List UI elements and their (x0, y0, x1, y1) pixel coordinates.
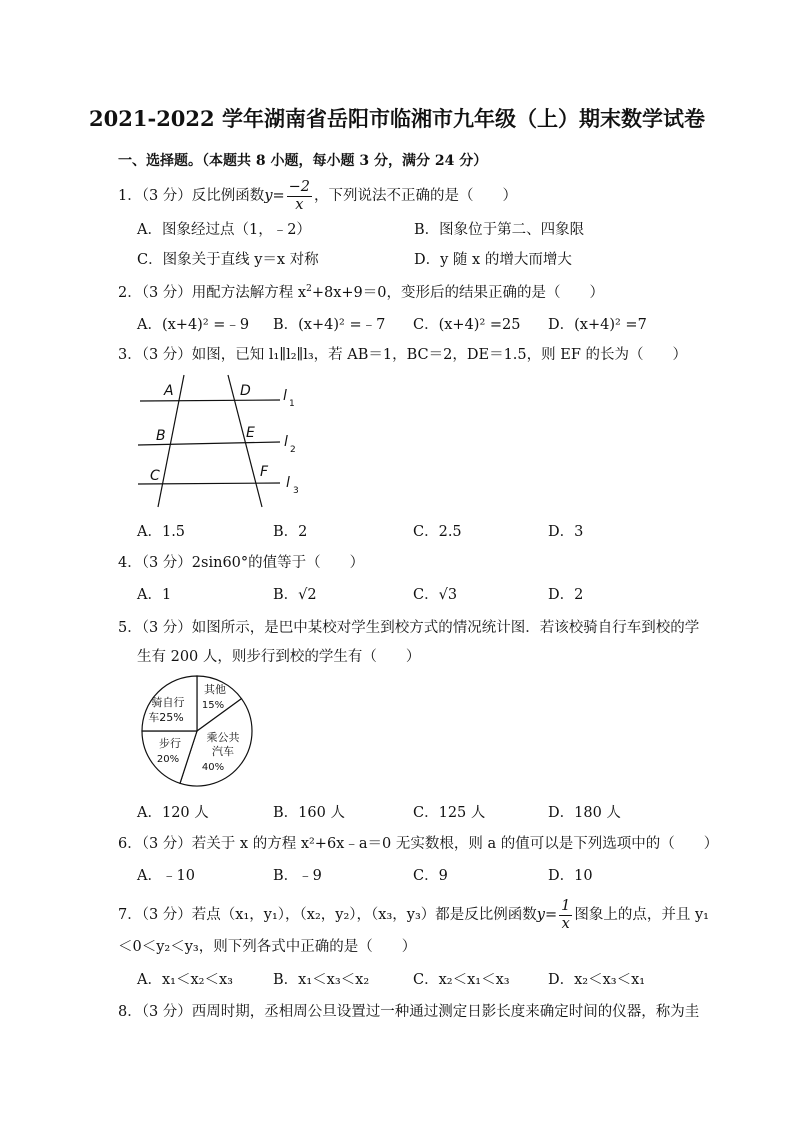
label-l2: l (284, 434, 288, 450)
question-7-stem (118, 899, 709, 931)
label-D: D (240, 383, 251, 399)
pie-label-cycle-1: 骑自行 (151, 696, 185, 709)
pie-label-bus-3: 40% (201, 762, 225, 773)
pie-label-bus-1: 乘公共 (206, 731, 240, 744)
q1-frac-num: −2 (288, 179, 311, 195)
q7-y: y= (536, 907, 558, 923)
q5-option-b: B．160 人 (273, 805, 345, 821)
q2-option-b: B．(x+4)² =﹣7 (273, 317, 386, 333)
label-l1: l (283, 388, 287, 404)
question-7-stem-line2: ＜0＜y₂＜y₃，则下列各式中正确的是（ ） (118, 939, 417, 955)
q7-frac-den: x (561, 915, 570, 932)
label-F: F (260, 464, 269, 480)
label-l3: l (286, 475, 290, 491)
q7-option-b: B．x₁＜x₃＜x₂ (273, 972, 370, 988)
label-B: B (156, 428, 166, 444)
q6-option-b: B．﹣9 (273, 868, 322, 884)
question-2-stem (118, 281, 604, 302)
label-A: A (164, 383, 174, 399)
q1-option-b: B．图象位于第二、四象限 (414, 222, 585, 238)
q6-option-a: A．﹣10 (137, 868, 195, 884)
q1-option-a: A．图象经过点（1，﹣2） (137, 222, 311, 238)
label-l3-sub: 3 (293, 486, 299, 496)
label-l1-sub: 1 (289, 399, 295, 409)
question-4-stem: 4．（3 分）2sin60°的值等于（ ） (118, 555, 365, 571)
q6-option-c: C．9 (413, 868, 448, 884)
q2-option-d: D．(x+4)² =7 (548, 317, 647, 333)
q2-stem-text: 2．（3 分）用配方法解方程 x (118, 285, 307, 301)
q2-option-a: A．(x+4)² =﹣9 (137, 317, 250, 333)
pie-label-cycle-2: 车25% (148, 711, 184, 724)
q7-frac-num: 1 (561, 898, 571, 914)
parallel-lines-figure (130, 370, 310, 510)
q5-option-c: C．125 人 (413, 805, 486, 821)
q1-fraction (287, 180, 312, 212)
line-l1 (140, 400, 280, 401)
label-E: E (246, 425, 255, 441)
q7-option-a: A．x₁＜x₂＜x₃ (137, 972, 233, 988)
q1-option-c: C．图象关于直线 y＝x 对称 (137, 252, 319, 268)
q4-option-a: A．1 (137, 587, 172, 603)
q2-stem-tail: +8x+9＝0，变形后的结果正确的是（ ） (311, 285, 604, 301)
question-3-stem: 3．（3 分）如图，已知 l₁∥l₂∥l₃，若 AB＝1，BC＝2，DE＝1.5，则 EF 的长为（ ） (118, 347, 688, 363)
q1-stem-text: 1．（3 分）反比例函数 (118, 188, 265, 204)
q3-option-b: B．2 (273, 524, 308, 540)
question-8-stem: 8．（3 分）西周时期，丞相周公旦设置过一种通过测定日影长度来确定时间的仪器，称为圭 (118, 1004, 700, 1020)
q4-option-c: C．√3 (413, 587, 458, 603)
q7-fraction (559, 899, 572, 931)
label-l2-sub: 2 (290, 445, 296, 455)
question-5-stem-line2: 生有 200 人，则步行到校的学生有（ ） (137, 649, 421, 665)
q4-option-b: B．√2 (273, 587, 317, 603)
q7-option-d: D．x₂＜x₃＜x₁ (548, 972, 646, 988)
q1-frac-den: x (295, 196, 304, 213)
q1-stem-tail: ，下列说法不正确的是（ ） (314, 188, 518, 204)
question-1-stem (118, 180, 517, 212)
q3-option-a: A．1.5 (137, 524, 186, 540)
q3-option-d: D．3 (548, 524, 584, 540)
q6-option-d: D．10 (548, 868, 593, 884)
pie-label-other-1: 其他 (204, 683, 226, 696)
section-heading: 一、选择题。（本题共 8 小题，每小题 3 分，满分 24 分） (118, 153, 488, 169)
pie-label-bus-2: 汽车 (212, 745, 234, 758)
q1-y: y= (264, 188, 285, 204)
q1-option-d: D．y 随 x 的增大而增大 (414, 252, 572, 268)
q2-option-c: C．(x+4)² =25 (413, 317, 521, 333)
q4-option-d: D．2 (548, 587, 584, 603)
q7-stem-text: 7．（3 分）若点（x₁，y₁），（x₂，y₂），（x₃，y₃）都是反比例函数 (118, 907, 537, 923)
q2-sup: 2 (306, 284, 312, 295)
q5-option-a: A．120 人 (137, 805, 209, 821)
pie-chart (135, 674, 265, 790)
q7-stem-tail: 图象上的点，并且 y₁ (574, 907, 709, 923)
question-6-stem: 6．（3 分）若关于 x 的方程 x²+6x﹣a＝0 无实数根，则 a 的值可以是下列选项中的（ ） (118, 836, 719, 852)
label-C: C (150, 468, 160, 484)
question-5-stem-line1: 5．（3 分）如图所示，是巴中某校对学生到校方式的情况统计图．若该校骑自行车到校的学 (118, 620, 700, 636)
q5-option-d: D．180 人 (548, 805, 621, 821)
pie-label-walk-2: 20% (156, 754, 180, 765)
q3-option-c: C．2.5 (413, 524, 462, 540)
pie-label-walk-1: 步行 (159, 737, 181, 750)
pie-label-other-2: 15% (201, 700, 225, 711)
page-title: 2021-2022 学年湖南省岳阳市临湘市九年级（上）期末数学试卷 (89, 106, 705, 131)
q7-option-c: C．x₂＜x₁＜x₃ (413, 972, 510, 988)
